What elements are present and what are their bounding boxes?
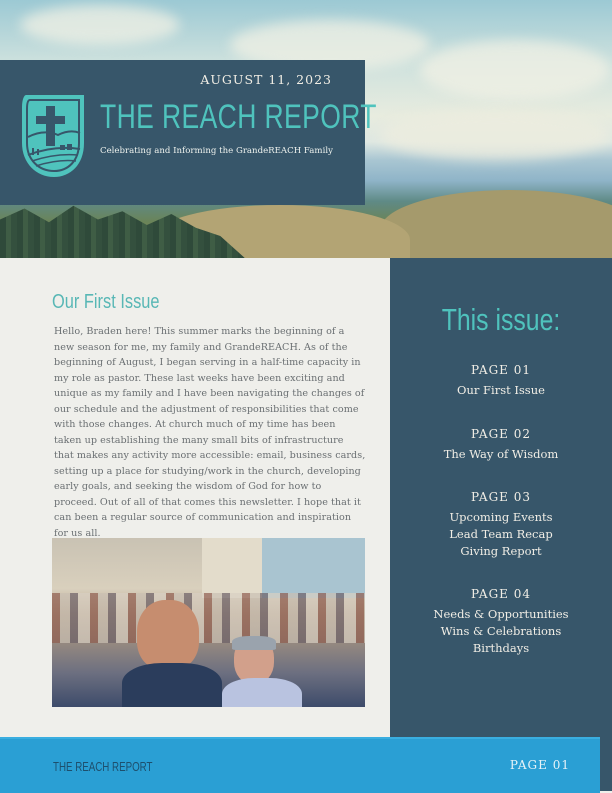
- photo-person-right-body: [222, 678, 302, 707]
- masthead: [0, 60, 377, 205]
- issue-date: AUGUST 11, 2023: [200, 72, 332, 87]
- toc-item[interactable]: Upcoming Events: [449, 510, 553, 524]
- toc-page-label: PAGE 01: [470, 363, 532, 377]
- toc-section-page-01[interactable]: [390, 363, 612, 399]
- toc-item[interactable]: The Way of Wisdom: [443, 447, 559, 461]
- toc-page-label: PAGE 03: [470, 490, 532, 504]
- toc-item[interactable]: Birthdays: [472, 641, 530, 655]
- toc-item[interactable]: Needs & Opportunities: [433, 607, 569, 621]
- photo-person-right-cap: [232, 636, 276, 650]
- toc-heading: This issue:: [441, 302, 561, 337]
- newsletter-title: THE REACH REPORT: [100, 98, 377, 136]
- newsletter-tagline: Celebrating and Informing the GrandeREACH Family: [100, 146, 333, 156]
- footer-page-number: PAGE 01: [509, 758, 570, 772]
- photo-crowd: [52, 593, 365, 643]
- photo-windows: [262, 538, 365, 598]
- photo-person-left-face: [137, 600, 199, 670]
- toc-item[interactable]: Our First Issue: [457, 383, 545, 397]
- toc-page-label: PAGE 02: [470, 427, 532, 441]
- toc-item[interactable]: Lead Team Recap: [449, 527, 553, 541]
- table-of-contents-panel: [390, 258, 612, 791]
- toc-section-page-04[interactable]: [390, 587, 612, 657]
- article-heading: Our First Issue: [52, 291, 160, 313]
- toc-page-label: PAGE 04: [470, 587, 532, 601]
- cross-over-hills-shield-icon: [18, 93, 90, 179]
- toc-section-page-02[interactable]: [390, 427, 612, 463]
- footer-brand: THE REACH REPORT: [53, 759, 153, 774]
- article-body: Hello, Braden here! This summer marks the beginning of a new season for me, my family and GrandeREACH. As of the beginning of August, I began serving in a half-time capacity in my role as pastor. These last weeks have been exciting and unique as my family and I have been navigating the changes of our schedule and the adjustment of responsibilities that come with those changes. At church much of my time has been taken up establishing the many small bits of infrastructure that makes any activity more accessible: email, business cards, setting up a place for studying/work in the church, developing early goals, and seeking the wisdom of God for how to proceed. Out of all of that comes this newsletter. I hope that it can been a regular source of communication and inspiration for us all.: [54, 326, 366, 539]
- toc-section-page-03[interactable]: [390, 490, 612, 560]
- toc-item[interactable]: Giving Report: [460, 544, 542, 558]
- toc-item[interactable]: Wins & Celebrations: [440, 624, 562, 638]
- photo-person-left-body: [122, 663, 222, 707]
- article-photo: [52, 538, 365, 707]
- page-footer: [0, 737, 600, 793]
